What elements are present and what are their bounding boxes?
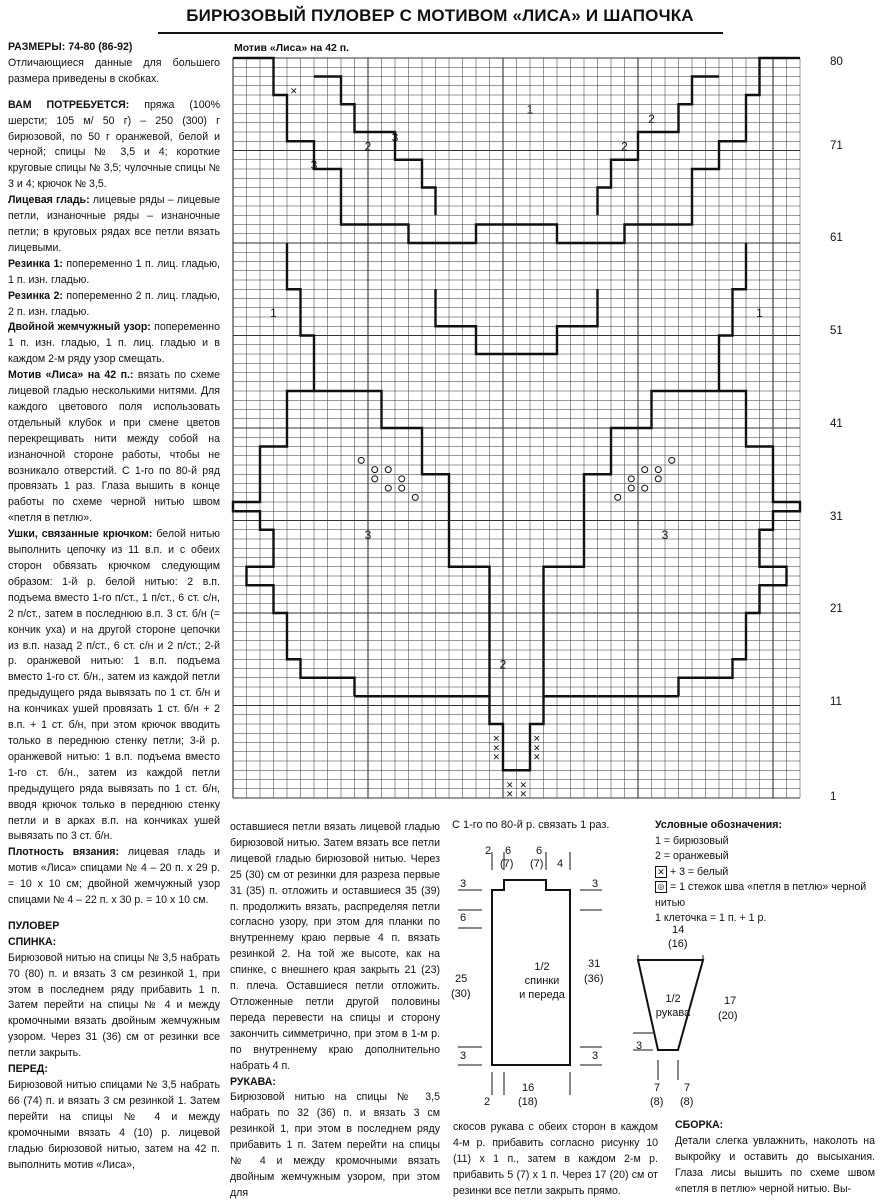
paragraph xyxy=(8,368,220,527)
paragraph xyxy=(8,40,220,56)
paragraph xyxy=(8,193,220,257)
eye-stitch-mark xyxy=(628,485,634,491)
sleeve-schematic xyxy=(628,955,748,1095)
schematic-sleeve-label: 1/2 рукава xyxy=(655,993,691,1019)
dim-label: 14 xyxy=(672,924,685,936)
dim-label: 3 xyxy=(460,1050,467,1062)
title-rule xyxy=(158,32,723,34)
dim-label: (20) xyxy=(718,1010,738,1022)
paragraph xyxy=(8,951,220,1062)
dim-label: 7 xyxy=(684,1082,691,1094)
eye-stitch-mark xyxy=(358,457,364,463)
assembly-title: СБОРКА: xyxy=(675,1119,724,1131)
dim-label: (8) xyxy=(650,1096,664,1108)
paragraph-heading: РАЗМЕРЫ: 74-80 (86-92) xyxy=(8,41,133,53)
dim-label: (7) xyxy=(530,858,544,870)
paragraph-text: оставшиеся петли вязать лицевой гладью бирюзовой нитью. Затем вязать все петли лицевой гладью бирюзовой нитью. Через 25 (30) см от резинки для разреза первые 31 (35) п. отложить и оставшиеся 35 (39) п. продолжить вязать, распределяя петли согласно узору, при этом для планки по внутреннему краю первые 4 п. вязать резинкой 2. На той же высоте, как на спинке, с внешнего края закрыть 21 (23) п. плеча. Оставшиеся петли отложить. Отложенные петли другой половины переда перевести на спицы и сторону закончить симметрично, при этом в 1-м р. по внутреннему краю дополнительно набрать 4 п. xyxy=(230,821,440,1072)
paragraph xyxy=(8,1062,220,1078)
paragraph-heading: Плотность вязания: xyxy=(8,846,119,859)
chart-caption: Мотив «Лиса» на 42 п. xyxy=(234,42,350,54)
legend xyxy=(655,818,875,927)
paragraph-heading: СПИНКА: xyxy=(8,935,57,948)
paragraph xyxy=(230,1090,440,1201)
page-title: БИРЮЗОВЫЙ ПУЛОВЕР С МОТИВОМ «ЛИСА» И ШАПОЧКА xyxy=(186,6,694,25)
paragraph-heading: ПУЛОВЕР xyxy=(8,919,60,932)
schematic-front-label: 1/2 спинки и переда xyxy=(519,961,565,1001)
area-number-label: 3 xyxy=(661,528,669,542)
paragraph-heading: ВАМ ПОТРЕБУЕТСЯ: xyxy=(8,98,130,111)
eye-stitch-mark xyxy=(642,485,648,491)
legend-title: Условные обозначения: xyxy=(655,819,782,831)
row-number-label: 11 xyxy=(830,696,842,708)
white-stitch-mark: ✕ xyxy=(492,743,501,754)
paragraph-heading: Резинка 1: xyxy=(8,257,63,270)
eye-stitch-mark xyxy=(615,494,621,500)
legend-item: ◎ = 1 стежок шва «петля в петлю» черной нитью xyxy=(655,881,867,909)
row-number-label: 51 xyxy=(830,325,843,337)
paragraph-heading: ПЕРЕД: xyxy=(8,1063,48,1076)
eye-stitch-mark xyxy=(412,494,418,500)
eye-stitch-mark xyxy=(399,485,405,491)
paragraph-text: попеременно 1 п. изн. гладью, 1 п. лиц. гладью и в каждом 2-м ряду узор смещать. xyxy=(8,321,220,366)
fox-motif-chart xyxy=(230,55,830,810)
row-number-label: 31 xyxy=(830,511,843,523)
area-number-label: 3 xyxy=(310,158,318,172)
paragraph xyxy=(8,919,220,935)
white-stitch-mark: ✕ xyxy=(492,753,501,763)
dim-label: 6 xyxy=(460,912,467,924)
dim-label: 4 xyxy=(557,858,564,870)
white-stitch-mark: ✕ xyxy=(505,780,514,791)
sleeve-notes: скосов рукава с обеих сторон в каждом 4-м р. прибавить согласно рисунку 10 (11) х 1 п., затем в каждом 2-м р. прибавить 5 (7) х 1 п. Через 17 (20) см от резинки все петли закрыть прямо. xyxy=(453,1121,658,1197)
dim-label: 3 xyxy=(460,878,467,890)
dim-label: (30) xyxy=(451,988,471,1000)
paragraph-text: пряжа (100% шерсти; 105 м/ 50 г) – 250 (300) г бирюзовой, по 50 г оранжевой, белой и черной; спицы № 3,5 и 4; короткие круговые спицы № 3,5; чулочные спицы № 3 и 4; крючок № 3,5. xyxy=(8,98,220,191)
dim-label: 7 xyxy=(654,1082,661,1094)
legend-item: 2 = оранжевый xyxy=(655,850,729,862)
eye-stitch-icon: ◎ xyxy=(655,881,667,893)
white-stitch-mark: ✕ xyxy=(519,790,528,800)
area-number-label: 3 xyxy=(364,528,372,542)
paragraph xyxy=(8,1078,220,1173)
row-number-label: 41 xyxy=(830,418,843,430)
dim-label: (7) xyxy=(500,858,514,870)
dim-label: 3 xyxy=(636,1040,643,1052)
paragraph-text: вязать по схеме лицевой гладью несколькими нитями. Для каждого цветового поля использовать отдельный клубок и при смене цветов перекрещивать нити между собой на изнаночной стороне работы, чтобы не возникало отверстий. С 1-го по 80-й ряд провязать 1 раз. Глаза вышить в конце работы по схеме черной нитью швом «петля в петлю». xyxy=(8,369,220,525)
paragraph xyxy=(8,56,220,88)
paragraph xyxy=(230,1075,440,1091)
white-stitch-mark: ✕ xyxy=(492,734,501,745)
paragraph-text: попеременно 1 п. лиц. гладью, 1 п. изн. гладью. xyxy=(8,257,221,286)
paragraph-heading: Двойной жемчужный узор: xyxy=(8,321,151,334)
eye-stitch-mark xyxy=(655,476,661,482)
white-stitch-mark: ✕ xyxy=(532,734,541,745)
paragraph xyxy=(230,820,440,1075)
eye-stitch-mark xyxy=(372,467,378,473)
eye-stitch-mark xyxy=(385,485,391,491)
paragraph xyxy=(8,527,220,845)
color-boundary xyxy=(233,243,355,696)
dim-label: 31 xyxy=(588,958,601,970)
middle-text-column xyxy=(230,820,440,1202)
row-number-label: 61 xyxy=(830,232,843,244)
white-stitch-mark: ✕ xyxy=(532,743,541,754)
dim-label: 17 xyxy=(724,995,737,1007)
area-number-label: 2 xyxy=(364,139,372,154)
paragraph-heading: Лицевая гладь: xyxy=(8,194,90,207)
eye-stitch-mark xyxy=(642,467,648,473)
eye-stitch-mark xyxy=(385,467,391,473)
paragraph xyxy=(8,289,220,321)
legend-item: ✕ + 3 = белый xyxy=(655,865,875,881)
dim-label: 25 xyxy=(455,973,468,985)
paragraph-text: Бирюзовой нитью на спицы № 3,5 набрать 70 (80) п. и вязать 3 см резинкой 1, при этом в последнем ряду прибавить 1 п. Затем перейти на спицы № 4 и между кромочными вязать двойным жемчужным узором. Через 31 (36) см от резинки все петли закрыть. xyxy=(8,951,220,1060)
color-boundary xyxy=(314,391,490,696)
paragraph-text: лицевые ряды – лицевые петли, изнаночные ряды – изнаночные петли; в круговых рядах все петли вязать лицевыми. xyxy=(8,194,220,254)
legend-item: 1 клеточка = 1 п. + 1 р. xyxy=(655,912,767,924)
cross-cell-icon: ✕ xyxy=(655,866,667,878)
assembly-text: Детали слегка увлажнить, наколоть на выкройку и оставить до высыхания. Глаза лисы вышить по схеме швом «петля в петлю» черной нитью. Вы- xyxy=(675,1134,875,1195)
paragraph xyxy=(8,320,220,368)
paragraph xyxy=(8,98,220,193)
area-number-label: 2 xyxy=(499,657,507,672)
eye-stitch-mark xyxy=(669,457,675,463)
paragraph xyxy=(8,845,220,909)
dim-label: 3 xyxy=(592,878,599,890)
dim-label: (18) xyxy=(518,1096,538,1108)
paragraph-heading: Мотив «Лиса» на 42 п.: xyxy=(8,369,134,382)
color-boundary xyxy=(544,391,720,696)
row-number-label: 80 xyxy=(830,56,843,68)
area-number-label: 1 xyxy=(270,306,277,320)
eye-stitch-mark xyxy=(655,467,661,473)
white-stitch-mark: ✕ xyxy=(289,87,298,97)
row-number-label: 21 xyxy=(830,603,843,615)
color-boundary xyxy=(679,243,801,696)
legend-item: 1 = бирюзовый xyxy=(655,834,729,847)
paragraph-text: Бирюзовой нитью на спицы № 3,5 набрать по 32 (36) п. и вязать 3 см резинкой 1, при этом в последнем ряду прибавить 1 п. Затем перейти на спицы № 4 и между кромочными вязать двойным жемчужным узором, при этом для xyxy=(230,1091,440,1199)
paragraph-text: белой нитью выполнить цепочку из 11 в.п. и с обеих сторон обвязать крючком следующим образом: 1-й р. белой нитью: 2 в.п. подъема вместо 1-го п/ст., 1 п/ст., 6 ст. с/н, 2 п/ст., затем в последнюю в.п. 3 ст. б/н (= кончик уха) и на другой стороне цепочки из в.п. назад 2 п/ст., 6 ст. с/н и 2 п/ст.; 2-й р. оранжевой нитью: 1 в.п. подъема вместо 1-го ст. б/н., затем из каждой петли предыдущего ряда вывязать по 1 ст. б/н и на кончиках ушей провязать 1 ст. б/н + 2 в.п. + 1 ст. б/н, при этом крючок вводить только в переднюю стенку петли; 3-й р. оранжевой нитью: 1 в.п. подъема вместо 1-го ст. б/н., затем из каждой петли предыдущего ряда вывязать по 1 ст. б/н, вводя крючок только в переднюю стенку петли и в арках в.п. на кончиках ушей вывязать по 3 ст. б/н. xyxy=(8,528,220,843)
color-boundary xyxy=(314,77,436,216)
area-number-label: 1 xyxy=(756,306,763,320)
chart-repeat-note: С 1-го по 80-й р. связать 1 раз. xyxy=(452,819,610,831)
dim-label: (36) xyxy=(584,973,604,985)
dim-label: 6 xyxy=(505,845,512,857)
dim-label: 2 xyxy=(485,845,492,857)
eye-stitch-mark xyxy=(628,476,634,482)
paragraph-heading: Резинка 2: xyxy=(8,289,63,302)
row-number-label: 71 xyxy=(830,140,843,152)
assembly-section xyxy=(675,1118,875,1198)
dim-label: 16 xyxy=(522,1082,535,1094)
paragraph xyxy=(8,257,220,289)
area-number-label: 2 xyxy=(621,139,628,154)
row-number-label: 1 xyxy=(830,791,837,803)
eye-stitch-mark xyxy=(372,476,378,482)
paragraph-text: попеременно 2 п. лиц. гладью, 2 п. изн. гладью. xyxy=(8,289,221,318)
dim-label: 2 xyxy=(484,1096,491,1108)
paragraph-text: лицевая гладь и мотив «Лиса» спицами № 4 – 20 п. х 29 р. = 10 х 10 см; двойной жемчужный узор спицами № 4 – 22 п. х 30 р. = 10 х 10 см. xyxy=(8,846,220,907)
white-stitch-mark: ✕ xyxy=(532,753,541,763)
paragraph xyxy=(8,935,220,951)
white-stitch-mark: ✕ xyxy=(519,780,528,791)
dim-label: 6 xyxy=(536,845,543,857)
eye-stitch-mark xyxy=(399,476,405,482)
left-text-column xyxy=(8,40,220,1173)
paragraph-heading: Ушки, связанные крючком: xyxy=(8,528,153,541)
paragraph-text: Бирюзовой нитью спицами № 3,5 набрать 66 (74) п. и вязать 3 см резинкой 1. Затем перейти на спицы № 4 и между кромочными вязать 4 (10) р. лицевой гладью бирюзовой нитью, затем на 42 п. выполнить мотив «Лиса», xyxy=(8,1079,220,1171)
area-number-label: 1 xyxy=(526,102,534,117)
white-stitch-mark: ✕ xyxy=(505,790,514,800)
area-number-label: 3 xyxy=(391,130,399,145)
area-number-label: 2 xyxy=(648,111,655,126)
dim-label: (8) xyxy=(680,1096,694,1108)
dim-label: (16) xyxy=(668,938,688,950)
paragraph-text: Отличающиеся данные для большего размера приведены в скобках. xyxy=(8,56,220,85)
paragraph-heading: РУКАВА: xyxy=(230,1075,276,1088)
color-boundary xyxy=(598,77,720,216)
dim-label: 3 xyxy=(592,1050,599,1062)
